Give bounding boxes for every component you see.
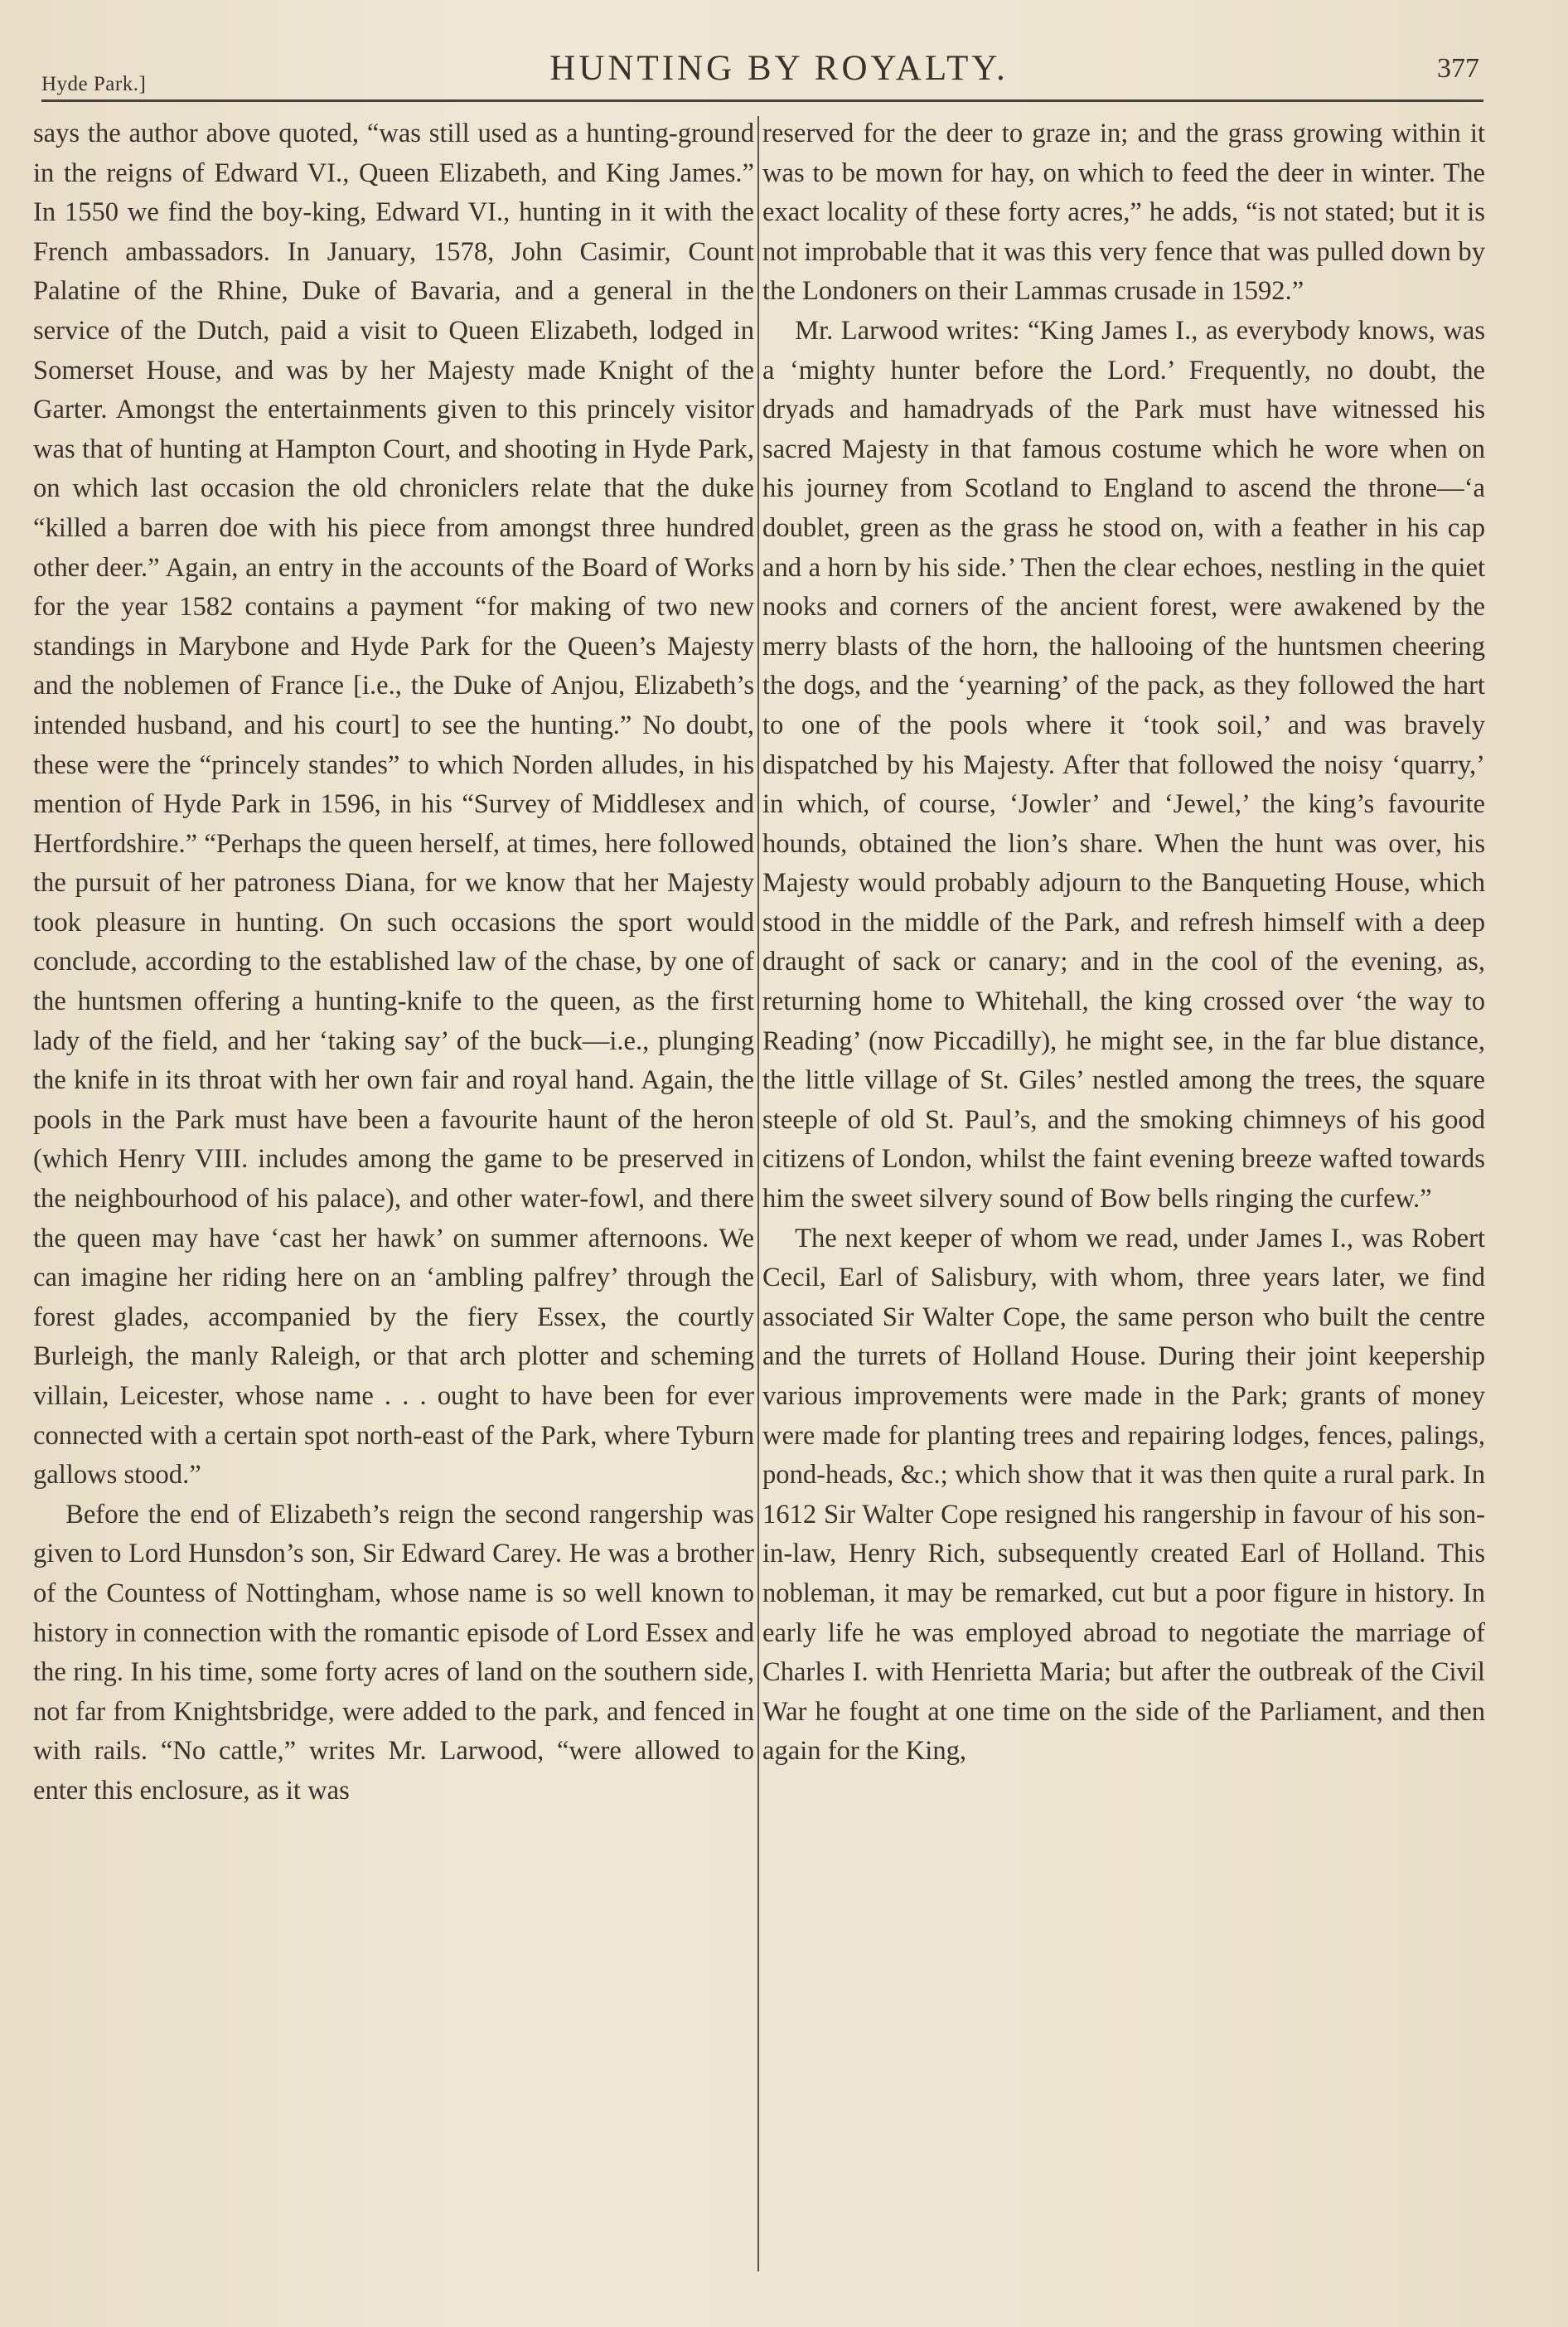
header-rule (41, 99, 1483, 102)
running-head (41, 48, 1517, 98)
section-label: Hyde Park.] (41, 73, 147, 95)
paragraph: reserved for the deer to graze in; and the grass growing within it was to be mown for hay, on which to feed the deer in winter. The exact locality of these forty acres,” he adds, “is not stated; but it is not improbable that it was this very fence that was pulled down by the Londoners on their Lammas crusade in 1592.” (762, 119, 1485, 307)
page-number: 377 (1437, 53, 1479, 84)
paragraph: The next keeper of whom we read, under James I., was Robert Cecil, Earl of Salisbury, with whom, three years later, we find associated Sir Walter Cope, the same person who built the centre and the turrets of Holland House. During their joint keepership various improvements were made in the Park; grants of money were made for planting trees and repairing lodges, fences, palings, pond-heads, &c.; which show that it was then quite a rural park. In 1612 Sir Walter Cope resigned his rangership in favour of his son-in-law, Henry Rich, subsequently created Earl of Holland. This nobleman, it may be remarked, cut but a poor figure in history. In early life he was employed abroad to negotiate the marriage of Charles I. with Henrietta Maria; but after the outbreak of the Civil War he fought at one time on the side of the Parliament, and then again for the King, (762, 1223, 1485, 1767)
page-title: HUNTING BY ROYALTY. (549, 49, 1009, 88)
right-column (762, 114, 1485, 1772)
paragraph: Mr. Larwood writes: “King James I., as everybody knows, was a ‘mighty hunter before the Lord.’ Frequently, no doubt, the dryads and hamadryads of the Park must have witnessed his sacred Majesty in that famous costume which he wore when on his journey from Scotland to England to ascend the throne—‘a doublet, green as the grass he stood on, with a feather in his cap and a horn by his side.’ Then the clear echoes, nestling in the quiet nooks and corners of the ancient forest, were awakened by the merry blasts of the horn, the hallooing of the huntsmen cheering the dogs, and the ‘yearning’ of the pack, as they followed the hart to one of the pools where it ‘took soil,’ and was bravely dispatched by his Majesty. After that followed the noisy ‘quarry,’ in which, of course, ‘Jowler’ and ‘Jewel,’ the king’s favourite hounds, obtained the lion’s share. When the hunt was over, his Majesty would probably adjourn to the Banqueting House, which stood in the middle of the Park, and refresh himself with a deep draught of sack or canary; and in the cool of the evening, as, returning home to Whitehall, the king crossed over ‘the way to Reading’ (now Piccadilly), he might see, in the far blue distance, the little village of St. Giles’ nestled among the trees, the square steeple of old St. Paul’s, and the smoking chimneys of his good citizens of London, whilst the faint evening breeze wafted towards him the sweet silvery sound of Bow bells ringing the curfew.” (762, 315, 1485, 1214)
paragraph: says the author above quoted, “was still used as a hunting-ground in the reigns of Edward VI., Queen Elizabeth, and King James.” In 1550 we find the boy-king, Edward VI., hunting in it with the French ambassadors. In January, 1578, John Casimir, Count Palatine of the Rhine, Duke of Bavaria, and a general in the service of the Dutch, paid a visit to Queen Elizabeth, lodged in Somerset House, and was by her Majesty made Knight of the Garter. Amongst the entertainments given to this princely visitor was that of hunting at Hampton Court, and shooting in Hyde Park, on which last occasion the old chroniclers relate that the duke “killed a barren doe with his piece from amongst three hundred other deer.” Again, an entry in the accounts of the Board of Works for the year 1582 contains a payment “for making of two new standings in Marybone and Hyde Park for the Queen’s Majesty and the noblemen of France [i.e., the Duke of Anjou, Elizabeth’s intended husband, and his court] to see the hunting.” No doubt, these were the “princely standes” to which Norden alludes, in his mention of Hyde Park in 1596, in his “Survey of Middlesex and Hertfordshire.” “Perhaps the queen herself, at times, here followed the pursuit of her patroness Diana, for we know that her Majesty took pleasure in hunting. On such occasions the sport would conclude, according to the established law of the chase, by one of the huntsmen offering a hunting-knife to the queen, as the first lady of the field, and her ‘taking say’ of the buck—i.e., plunging the knife in its throat with her own fair and royal hand. Again, the pools in the Park must have been a favourite haunt of the heron (which Henry VIII. includes among the game to be preserved in the neighbourhood of his palace), and other water-fowl, and there the queen may have ‘cast her hawk’ on summer afternoons. We can imagine her riding here on an ‘ambling palfrey’ through the forest glades, accompanied by the fiery Essex, the courtly Burleigh, the manly Raleigh, or that arch plotter and scheming villain, Leicester, whose name . . . ought to have been for ever connected with a certain spot north-east of the Park, where Tyburn gallows stood.” (33, 119, 754, 1491)
left-column (33, 114, 754, 1811)
column-divider (757, 116, 759, 2271)
paragraph: Before the end of Elizabeth’s reign the second rangership was given to Lord Hunsdon’s son, Sir Edward Carey. He was a brother of the Countess of Nottingham, whose name is so well known to history in connection with the romantic episode of Lord Essex and the ring. In his time, some forty acres of land on the southern side, not far from Knightsbridge, were added to the park, and fenced in with rails. “No cattle,” writes Mr. Larwood, “were allowed to enter this enclosure, as it was (33, 1499, 754, 1806)
